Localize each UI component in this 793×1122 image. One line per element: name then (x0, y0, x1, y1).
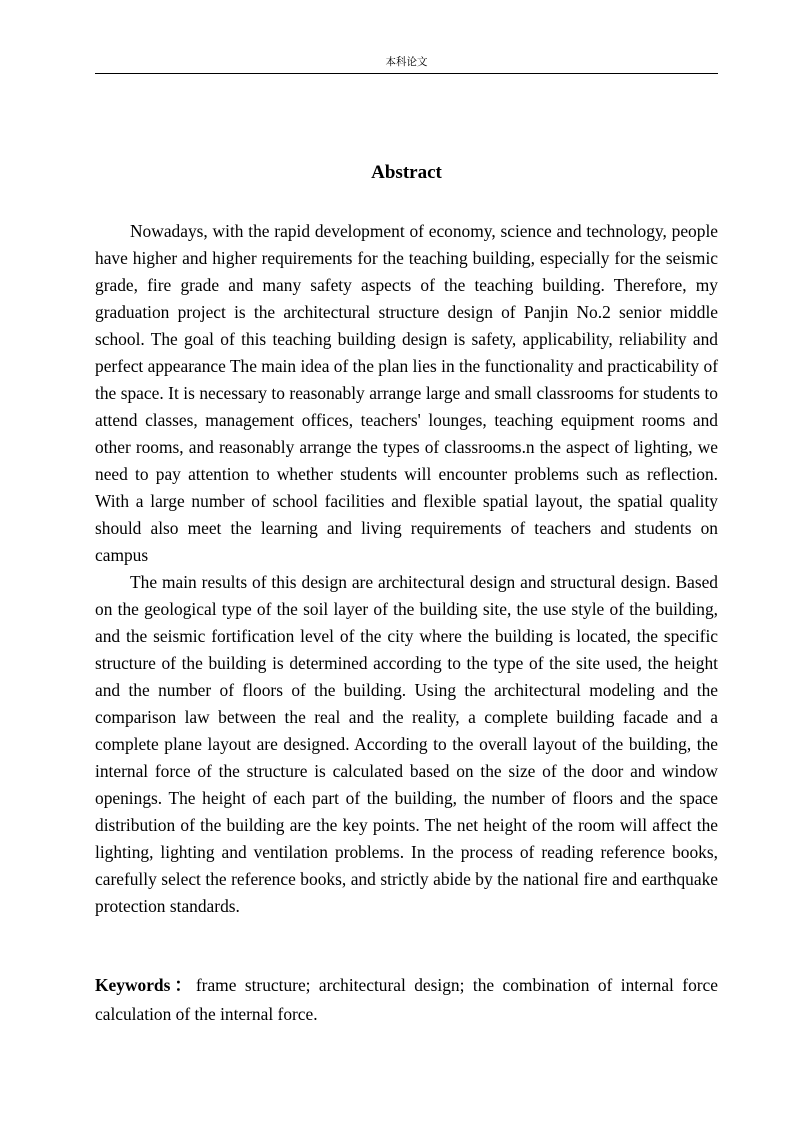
running-header (95, 55, 718, 74)
running-header-title: 本科论文 (385, 56, 428, 68)
abstract-body (95, 218, 718, 920)
page-title: Abstract (371, 162, 442, 183)
abstract-paragraph-2: The main results of this design are architectural design and structural design. Based on the geological type of the soil layer of the building site, the use style of the building, and the seismic fortification level of the city where the building is located, the specific structure of the building is determined according to the type of the site used, the height and the number of floors of the building. Using the architectural modeling and the comparison law between the real and the reality, a complete building facade and a complete plane layout are designed. According to the overall layout of the building, the internal force of the structure is calculated based on the size of the door and window openings. The height of each part of the building, the number of floors and the space distribution of the building are the key points. The net height of the room will affect the lighting, lighting and ventilation problems. In the process of reading reference books, carefully select the reference books, and strictly abide by the national fire and earthquake protection standards. (95, 572, 718, 916)
keywords-label: Keywords： (95, 975, 196, 995)
keywords-text: frame structure; architectural design; the combination of internal force calculation of the internal force. (95, 975, 718, 1024)
abstract-paragraph-1: Nowadays, with the rapid development of economy, science and technology, people have higher and higher requirements for the teaching building, especially for the seismic grade, fire grade and many safety aspects of the teaching building. Therefore, my graduation project is the architectural structure design of Panjin No.2 senior middle school. The goal of this teaching building design is safety, applicability, reliability and perfect appearance The main idea of the plan lies in the functionality and practicability of the space. It is necessary to reasonably arrange large and small classrooms for students to attend classes, management offices, teachers' lounges, teaching equipment rooms and other rooms, and reasonably arrange the types of classrooms.n the aspect of lighting, we need to pay attention to whether students will encounter problems such as reflection. With a large number of school facilities and flexible spatial layout, the spatial quality should also meet the learning and living requirements of teachers and students on campus (95, 221, 718, 565)
keywords-line (95, 971, 718, 1028)
